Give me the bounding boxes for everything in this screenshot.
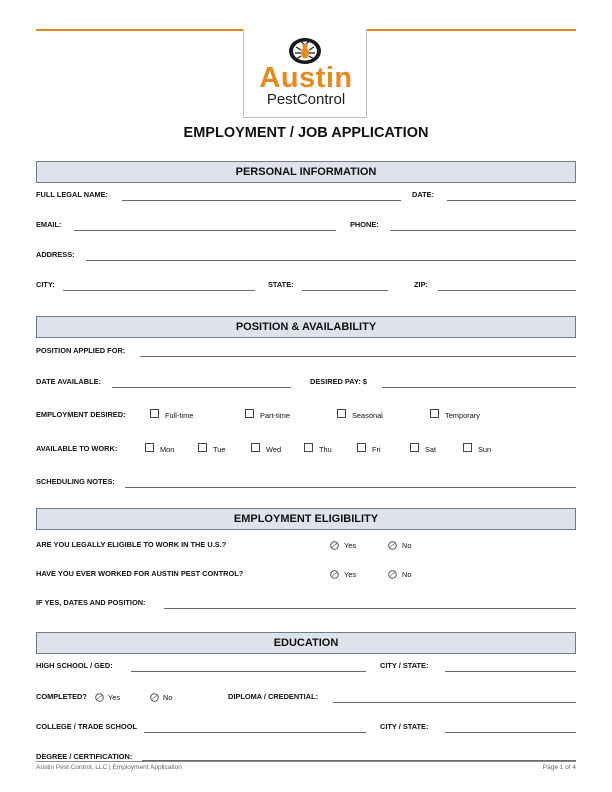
legally-eligible-yes: Yes — [344, 541, 357, 550]
high-school-field[interactable] — [131, 671, 366, 672]
radio-icon[interactable] — [330, 541, 339, 550]
address-field[interactable] — [86, 260, 576, 261]
phone-label: PHONE: — [350, 220, 379, 229]
completed-yes: Yes — [108, 693, 121, 702]
checkbox-sun[interactable] — [463, 443, 472, 452]
position-applied-label: POSITION APPLIED FOR: — [36, 346, 126, 355]
radio-icon[interactable] — [95, 693, 104, 702]
day-sat: Sat — [425, 445, 437, 454]
full-name-label: FULL LEGAL NAME: — [36, 190, 108, 199]
checkbox-temporary[interactable] — [430, 409, 439, 418]
option-seasonal: Seasonal — [352, 411, 383, 420]
available-to-work-label: AVAILABLE TO WORK: — [36, 444, 118, 453]
legally-eligible-question: ARE YOU LEGALLY ELIGIBLE TO WORK IN THE U.S.? — [36, 540, 227, 549]
scheduling-notes-label: SCHEDULING NOTES: — [36, 477, 115, 486]
radio-icon[interactable] — [150, 693, 159, 702]
checkbox-sat[interactable] — [410, 443, 419, 452]
radio-icon[interactable] — [330, 570, 339, 579]
checkbox-wed[interactable] — [251, 443, 260, 452]
diploma-field[interactable] — [333, 702, 576, 703]
day-wed: Wed — [266, 445, 282, 454]
checkbox-tue[interactable] — [198, 443, 207, 452]
zip-field[interactable] — [438, 290, 576, 291]
checkbox-part-time[interactable] — [245, 409, 254, 418]
if-yes-field[interactable] — [164, 608, 576, 609]
footer-company: Austin Pest Control, LLC | Employment Application — [36, 764, 182, 771]
degree-label: DEGREE / CERTIFICATION: — [36, 752, 133, 761]
scheduling-notes-field[interactable] — [125, 487, 576, 488]
page-title: EMPLOYMENT / JOB APPLICATION — [183, 125, 429, 141]
phone-field[interactable] — [390, 230, 576, 231]
logo-wordmark-austin: Austin — [259, 62, 353, 94]
checkbox-seasonal[interactable] — [337, 409, 346, 418]
college-city-state-label: CITY / STATE: — [380, 722, 429, 731]
bug-logo-icon — [288, 37, 322, 65]
hs-city-state-label: CITY / STATE: — [380, 661, 429, 670]
section-education: EDUCATION — [36, 632, 576, 654]
worked-before-question: HAVE YOU EVER WORKED FOR AUSTIN PEST CONTROL? — [36, 569, 244, 578]
worked-before-no: No — [402, 570, 412, 579]
desired-pay-label: DESIRED PAY: $ — [310, 377, 367, 386]
date-field[interactable] — [447, 200, 576, 201]
logo-wordmark-pestcontrol: PestControl — [266, 91, 346, 108]
date-available-label: DATE AVAILABLE: — [36, 377, 102, 386]
full-name-field[interactable] — [122, 200, 401, 201]
college-city-state-field[interactable] — [445, 732, 576, 733]
footer-rule — [36, 761, 576, 762]
hs-city-state-field[interactable] — [445, 671, 576, 672]
day-sun: Sun — [478, 445, 492, 454]
day-fri: Fri — [372, 445, 381, 454]
option-full-time: Full-time — [165, 411, 194, 420]
company-logo — [243, 29, 367, 118]
section-personal-information: PERSONAL INFORMATION — [36, 161, 576, 183]
radio-icon[interactable] — [388, 541, 397, 550]
college-field[interactable] — [144, 732, 366, 733]
completed-no: No — [163, 693, 173, 702]
city-field[interactable] — [63, 290, 255, 291]
checkbox-full-time[interactable] — [150, 409, 159, 418]
high-school-label: HIGH SCHOOL / GED: — [36, 661, 113, 670]
desired-pay-field[interactable] — [382, 387, 576, 388]
checkbox-thu[interactable] — [304, 443, 313, 452]
day-thu: Thu — [319, 445, 332, 454]
diploma-label: DIPLOMA / CREDENTIAL: — [228, 692, 319, 701]
date-label: DATE: — [412, 190, 435, 199]
completed-label: COMPLETED? — [36, 692, 87, 701]
radio-icon[interactable] — [388, 570, 397, 579]
city-label: CITY: — [36, 280, 55, 289]
day-tue: Tue — [213, 445, 226, 454]
if-yes-label: IF YES, DATES AND POSITION: — [36, 598, 146, 607]
state-label: STATE: — [268, 280, 294, 289]
day-mon: Mon — [160, 445, 175, 454]
state-field[interactable] — [302, 290, 388, 291]
checkbox-fri[interactable] — [357, 443, 366, 452]
employment-desired-label: EMPLOYMENT DESIRED: — [36, 410, 126, 419]
legally-eligible-no: No — [402, 541, 412, 550]
position-applied-field[interactable] — [140, 356, 576, 357]
date-available-field[interactable] — [112, 387, 291, 388]
address-label: ADDRESS: — [36, 250, 75, 259]
college-label: COLLEGE / TRADE SCHOOL — [36, 722, 138, 731]
checkbox-mon[interactable] — [145, 443, 154, 452]
email-label: EMAIL: — [36, 220, 62, 229]
section-employment-eligibility: EMPLOYMENT ELIGIBILITY — [36, 508, 576, 530]
zip-label: ZIP: — [414, 280, 428, 289]
email-field[interactable] — [74, 230, 336, 231]
page-number: Page 1 of 4 — [542, 764, 576, 771]
option-temporary: Temporary — [445, 411, 480, 420]
section-position-availability: POSITION & AVAILABILITY — [36, 316, 576, 338]
option-part-time: Part-time — [260, 411, 290, 420]
worked-before-yes: Yes — [344, 570, 357, 579]
